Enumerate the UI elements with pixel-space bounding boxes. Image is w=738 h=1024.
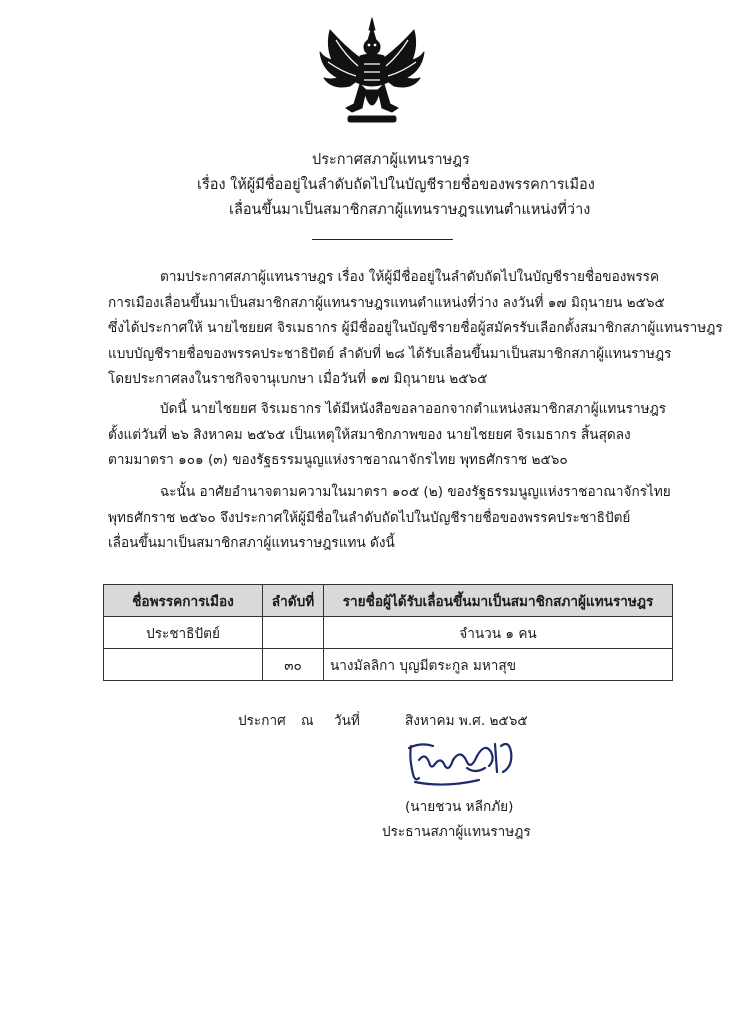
paragraph-3 — [108, 480, 673, 557]
subject-line-1: เรื่อง ให้ผู้มีชื่ออยู่ในลำดับถัดไปในบัญชีรายชื่อของพรรคการเมือง — [197, 177, 595, 193]
paragraph-line: เลื่อนขึ้นมาเป็นสมาชิกสภาผู้แทนราษฎรแทน ดังนี้ — [108, 535, 395, 552]
announce-at: ณ — [301, 713, 314, 729]
paragraph-line: ตั้งแต่วันที่ ๒๖ สิงหาคม ๒๕๖๕ เป็นเหตุให้สมาชิกภาพของ นายไชยยศ จิรเมธากร สิ้นสุดลง — [108, 426, 631, 443]
signer-position: ประธานสภาผู้แทนราษฎร — [382, 824, 531, 840]
party-list-table — [103, 584, 673, 681]
paragraph-1 — [108, 265, 723, 393]
paragraph-line: ตามประกาศสภาผู้แทนราษฎร เรื่อง ให้ผู้มีชื่ออยู่ในลำดับถัดไปในบัญชีรายชื่อของพรรค — [160, 269, 660, 285]
paragraph-2 — [108, 397, 673, 474]
cell-name: จำนวน ๑ คน — [324, 617, 673, 649]
paragraph-line: แบบบัญชีรายชื่อของพรรคประชาธิปัตย์ ลำดับที่ ๒๘ ได้รับเลื่อนขึ้นมาเป็นสมาชิกสภาผู้แทนราษฎร — [108, 345, 672, 362]
table-header-row — [104, 585, 673, 617]
cell-order: ๓๐ — [263, 649, 324, 681]
announce-month-year: สิงหาคม พ.ศ. ๒๕๖๕ — [405, 713, 528, 729]
paragraph-line: โดยประกาศลงในราชกิจจานุเบกษา เมื่อวันที่ ๑๗ มิถุนายน ๒๕๖๕ — [108, 371, 488, 388]
paragraph-line: ฉะนั้น อาศัยอำนาจตามความในมาตรา ๑๐๕ (๒) ของรัฐธรรมนูญแห่งราชอาณาจักรไทย — [160, 484, 671, 500]
paragraph-line: พุทธศักราช ๒๕๖๐ จึงประกาศให้ผู้มีชื่อในลำดับถัดไปในบัญชีรายชื่อของพรรคประชาธิปัตย์ — [108, 509, 631, 526]
table-row — [104, 617, 673, 649]
announce-label: ประกาศ — [238, 713, 286, 729]
garuda-emblem-icon — [316, 16, 428, 128]
cell-name: นางมัลลิกา บุญมีตระกูล มหาสุข — [324, 649, 673, 681]
cell-party: ประชาธิปัตย์ — [104, 617, 263, 649]
cell-party — [104, 649, 263, 681]
paragraph-line: ซึ่งได้ประกาศให้ นายไชยยศ จิรเมธากร ผู้มีชื่ออยู่ในบัญชีรายชื่อผู้สมัครรับเลือกตั้งสมาชิกสภาผู้แทนราษฎร — [108, 320, 723, 337]
handwritten-signature — [405, 738, 517, 790]
table-row — [104, 649, 673, 681]
announce-day: วันที่ — [334, 713, 360, 729]
paragraph-line: ตามมาตรา ๑๐๑ (๓) ของรัฐธรรมนูญแห่งราชอาณาจักรไทย พุทธศักราช ๒๕๖๐ — [108, 452, 568, 469]
col-header-order: ลำดับที่ — [263, 585, 324, 617]
col-header-names: รายชื่อผู้ได้รับเลื่อนขึ้นมาเป็นสมาชิกสภาผู้แทนราษฎร — [324, 585, 673, 617]
signer-name: (นายชวน หลีกภัย) — [405, 799, 514, 815]
announcement-title: ประกาศสภาผู้แทนราษฎร — [312, 152, 470, 168]
title-divider — [312, 239, 453, 240]
paragraph-line: บัดนี้ นายไชยยศ จิรเมธากร ได้มีหนังสือขอลาออกจากตำแหน่งสมาชิกสภาผู้แทนราษฎร — [160, 401, 667, 417]
cell-order — [263, 617, 324, 649]
paragraph-line: การเมืองเลื่อนขึ้นมาเป็นสมาชิกสภาผู้แทนราษฎรแทนตำแหน่งที่ว่าง ลงวันที่ ๑๗ มิถุนายน ๒๕๖๕ — [108, 294, 665, 311]
col-header-party: ชื่อพรรคการเมือง — [104, 585, 263, 617]
subject-line-2: เลื่อนขึ้นมาเป็นสมาชิกสภาผู้แทนราษฎรแทนตำแหน่งที่ว่าง — [229, 202, 591, 218]
